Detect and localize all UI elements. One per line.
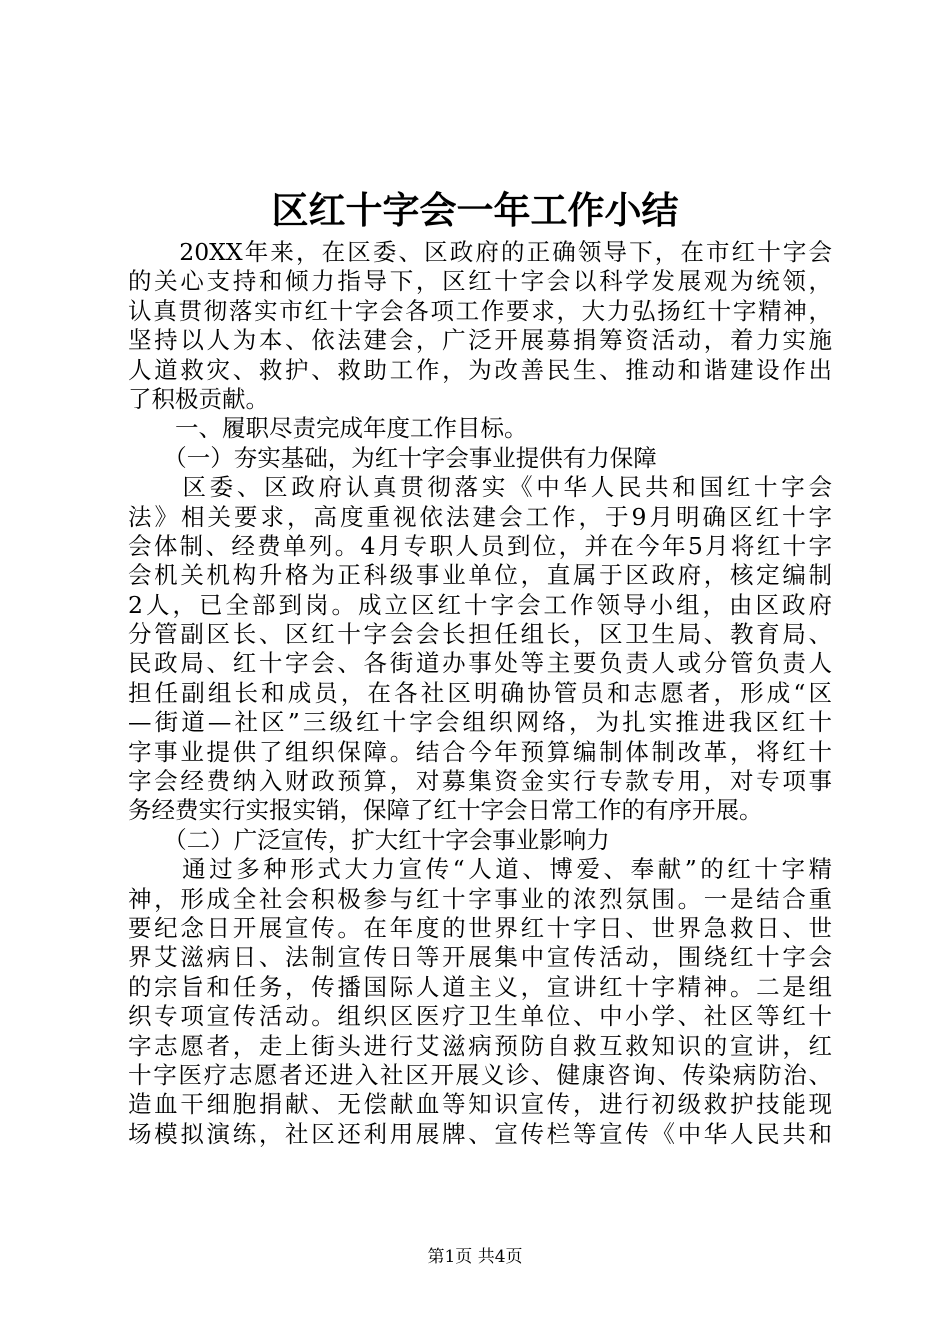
body-text-line: 会体制、经费单列。4月专职人员到位，并在今年5月将红十字 [128,531,832,560]
body-text-line: 的关心支持和倾力指导下，区红十字会以科学发展观为统领， [128,267,832,296]
document-title: 区红十字会一年工作小结 [271,188,679,232]
body-text-line: 的宗旨和任务，传播国际人道主义，宣讲红十字精神。二是组 [128,972,832,1001]
body-text-line: 区委、区政府认真贯彻落实《中华人民共和国红十字会 [128,473,832,502]
body-text-line: 织专项宣传活动。组织区医疗卫生单位、中小学、社区等红十 [128,1002,832,1031]
body-text-line: 认真贯彻落实市红十字会各项工作要求，大力弘扬红十字精神， [128,296,832,325]
body-text-line: 法》相关要求，高度重视依法建会工作，于9月明确区红十字 [128,502,832,531]
body-text-line: 2人，已全部到岗。成立区红十字会工作领导小组，由区政府 [128,590,832,619]
body-text-line: 通过多种形式大力宣传“人道、博爱、奉献”的红十字精 [128,855,832,884]
section-heading-line: （一）夯实基础，为红十字会事业提供有力保障 [128,443,657,472]
body-text-line: 字会经费纳入财政预算，对募集资金实行专款专用，对专项事 [128,767,832,796]
body-text-line: 务经费实行实报实销，保障了红十字会日常工作的有序开展。 [128,796,763,825]
body-text-line: 字事业提供了组织保障。结合今年预算编制体制改革，将红十 [128,737,832,766]
body-text-line: 神，形成全社会积极参与红十字事业的浓烈氛围。一是结合重 [128,884,832,913]
body-text-line: 坚持以人为本、依法建会，广泛开展募捐筹资活动，着力实施 [128,326,832,355]
body-text-line: 了积极贡献。 [128,384,269,413]
body-text-line: 十字医疗志愿者还进入社区开展义诊、健康咨询、传染病防治、 [128,1060,832,1089]
body-text-line: —街道—社区”三级红十字会组织网络，为扎实推进我区红十 [128,708,832,737]
body-text-line: 要纪念日开展宣传。在年度的世界红十字日、世界急救日、世 [128,913,832,942]
body-text-line: 人道救灾、救护、救助工作，为改善民生、推动和谐建设作出 [128,355,832,384]
document-body [128,238,832,1149]
body-text-line: 场模拟演练，社区还利用展牌、宣传栏等宣传《中华人民共和 [128,1119,832,1148]
section-heading-line: （二）广泛宣传，扩大红十字会事业影响力 [128,825,610,854]
section-heading-line: 一、履职尽责完成年度工作目标。 [128,414,528,443]
body-text-line: 担任副组长和成员，在各社区明确协管员和志愿者，形成“区 [128,678,832,707]
body-text-line: 20XX年来，在区委、区政府的正确领导下，在市红十字会 [128,238,832,266]
body-text-line: 造血干细胞捐献、无偿献血等知识宣传，进行初级救护技能现 [128,1090,832,1119]
page-footer: 第1页 共4页 [427,1247,523,1267]
body-text-line: 分管副区长、区红十字会会长担任组长，区卫生局、教育局、 [128,620,832,649]
body-text-line: 会机关机构升格为正科级事业单位，直属于区政府，核定编制 [128,561,832,590]
body-text-line: 字志愿者，走上街头进行艾滋病预防自救互救知识的宣讲，红 [128,1031,832,1060]
body-text-line: 民政局、红十字会、各街道办事处等主要负责人或分管负责人 [128,649,832,678]
body-text-line: 界艾滋病日、法制宣传日等开展集中宣传活动，围绕红十字会 [128,943,832,972]
